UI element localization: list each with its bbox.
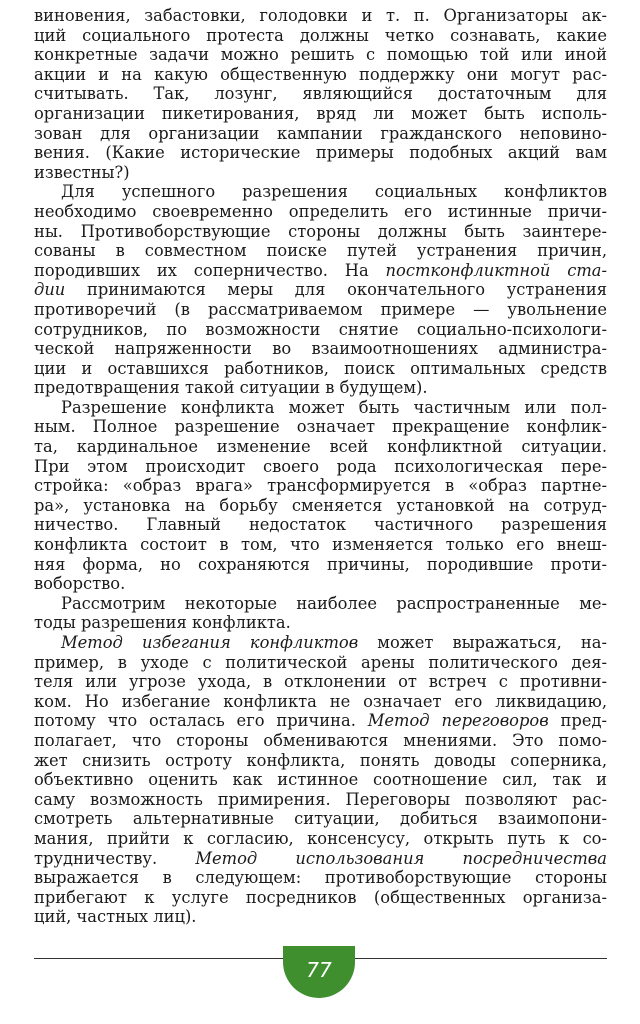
italic-term: Метод переговоров	[367, 711, 549, 731]
italic-term: постконфликтной ста-	[385, 260, 607, 280]
text-segment: может выражаться, на-	[358, 633, 607, 652]
text-segment: потому что осталась его причина.	[34, 711, 368, 731]
italic-term: дии	[34, 280, 66, 300]
italic-term: Метод избегания конфликтов	[61, 633, 359, 652]
text-segment: принимаются меры для окончательного устранения	[65, 280, 607, 300]
text-line	[34, 868, 607, 888]
text-line	[34, 339, 607, 359]
text-segment: объективно оценить как истинное соотношение сил, так и	[34, 770, 607, 790]
text-segment: Рассмотрим некоторые наиболее распространенные ме-	[61, 593, 607, 613]
text-segment: смотреть альтернативные ситуации, добиться взаимопони-	[34, 809, 607, 829]
text-line	[34, 437, 607, 457]
text-line	[34, 476, 607, 496]
text-segment: считывать. Так, лозунг, являющийся достаточным для	[34, 84, 607, 104]
text-line	[34, 790, 607, 810]
text-segment: теля или угрозе ухода, в отклонении от встреч с противни-	[34, 672, 607, 692]
body-text	[34, 6, 607, 927]
text-line	[34, 515, 607, 535]
text-segment: сованы в совместном поиске путей устранения причин,	[34, 241, 607, 261]
text-line	[34, 594, 607, 614]
text-segment: зован для организации кампании гражданского неповино-	[34, 123, 607, 143]
text-segment: ничество. Главный недостаток частичного разрешения	[34, 515, 607, 535]
text-line	[34, 496, 607, 516]
text-line	[34, 320, 607, 340]
text-line	[34, 653, 607, 673]
text-line	[34, 613, 607, 633]
text-segment: Для успешного разрешения социальных конфликтов	[61, 182, 607, 202]
text-line	[34, 398, 607, 418]
text-line	[34, 84, 607, 104]
text-segment: породивших их соперничество. На	[34, 260, 386, 280]
text-line	[34, 907, 607, 927]
text-line	[34, 417, 607, 437]
text-line	[34, 849, 607, 869]
text-segment: полагает, что стороны обмениваются мнениями. Это помо-	[34, 730, 607, 750]
text-line	[34, 182, 607, 202]
text-line	[34, 633, 607, 653]
text-segment: необходимо своевременно определить его истинные причи-	[34, 201, 607, 221]
text-segment: стройка: «образ врага» трансформируется в «образ партне-	[34, 476, 607, 496]
text-line	[34, 672, 607, 692]
text-segment: ций, частных лиц).	[34, 907, 197, 927]
text-segment: вения. (Какие исторические примеры подобных акций вам	[34, 143, 607, 163]
page-number: 77	[306, 958, 332, 982]
text-segment: трудничеству.	[34, 848, 196, 868]
text-line	[34, 535, 607, 555]
text-segment: виновения, забастовки, голодовки и т. п. Организаторы ак-	[34, 6, 607, 25]
text-segment: саму возможность примирения. Переговоры позволяют рас-	[34, 789, 607, 809]
text-segment: пред-	[548, 711, 607, 731]
text-line	[34, 359, 607, 379]
text-segment: ра», установка на борьбу сменяется установкой на сотруд-	[34, 495, 607, 515]
text-line	[34, 829, 607, 849]
text-segment: конкретные задачи можно решить с помощью той или иной	[34, 45, 607, 65]
text-line	[34, 202, 607, 222]
text-line	[34, 692, 607, 712]
text-line	[34, 45, 607, 65]
text-line	[34, 280, 607, 300]
text-segment: конфликта состоит в том, что изменяется только его внеш-	[34, 535, 607, 555]
text-segment: ций социального протеста должны четко сознавать, какие	[34, 25, 607, 45]
page-number-badge	[283, 946, 355, 998]
text-segment: выражается в следующем: противоборствующие стороны	[34, 868, 607, 888]
text-line	[34, 809, 607, 829]
text-segment: жет снизить остроту конфликта, понять доводы соперника,	[34, 750, 607, 770]
text-line	[34, 300, 607, 320]
text-line	[34, 261, 607, 281]
text-segment: прибегают к услуге посредников (общественных организа-	[34, 887, 607, 907]
text-segment: мания, прийти к согласию, консенсусу, открыть путь к со-	[34, 828, 607, 848]
text-segment: предотвращения такой ситуации в будущем).	[34, 378, 428, 398]
text-line	[34, 26, 607, 46]
text-segment: акции и на какую общественную поддержку они могут рас-	[34, 64, 607, 84]
text-line	[34, 555, 607, 575]
text-segment: сотрудников, по возможности снятие социально-психологи-	[34, 319, 607, 339]
text-line	[34, 770, 607, 790]
text-segment: организации пикетирования, вряд ли может быть исполь-	[34, 103, 607, 123]
text-line	[34, 457, 607, 477]
text-segment: ком. Но избегание конфликта не означает его ликвидацию,	[34, 691, 607, 711]
text-line	[34, 143, 607, 163]
text-segment: ции и оставшихся работников, поиск оптимальных средств	[34, 358, 607, 378]
text-line	[34, 888, 607, 908]
text-line	[34, 104, 607, 124]
text-line	[34, 6, 607, 26]
text-segment: воборство.	[34, 574, 126, 594]
text-line	[34, 711, 607, 731]
text-segment: тоды разрешения конфликта.	[34, 613, 291, 633]
text-segment: ны. Противоборствующие стороны должны быть заинтере-	[34, 221, 607, 241]
text-line	[34, 124, 607, 144]
text-segment: ческой напряженности во взаимоотношениях администра-	[34, 339, 607, 359]
text-line	[34, 163, 607, 183]
text-segment: ным. Полное разрешение означает прекращение конфлик-	[34, 417, 607, 437]
text-line	[34, 378, 607, 398]
text-line	[34, 731, 607, 751]
italic-term: Метод использования посредничества	[195, 848, 607, 868]
text-line	[34, 574, 607, 594]
text-line	[34, 65, 607, 85]
text-segment: та, кардинальное изменение всей конфликтной ситуации.	[34, 437, 607, 457]
text-segment: пример, в уходе с политической арены политического дея-	[34, 652, 607, 672]
text-line	[34, 751, 607, 771]
text-segment: известны?)	[34, 162, 130, 182]
text-segment: При этом происходит своего рода психологическая пере-	[34, 456, 607, 476]
text-segment: няя форма, но сохраняются причины, породившие проти-	[34, 554, 607, 574]
text-segment: Разрешение конфликта может быть частичным или пол-	[61, 397, 607, 417]
text-segment: противоречий (в рассматриваемом примере — увольнение	[34, 299, 607, 319]
text-line	[34, 241, 607, 261]
text-line	[34, 222, 607, 242]
